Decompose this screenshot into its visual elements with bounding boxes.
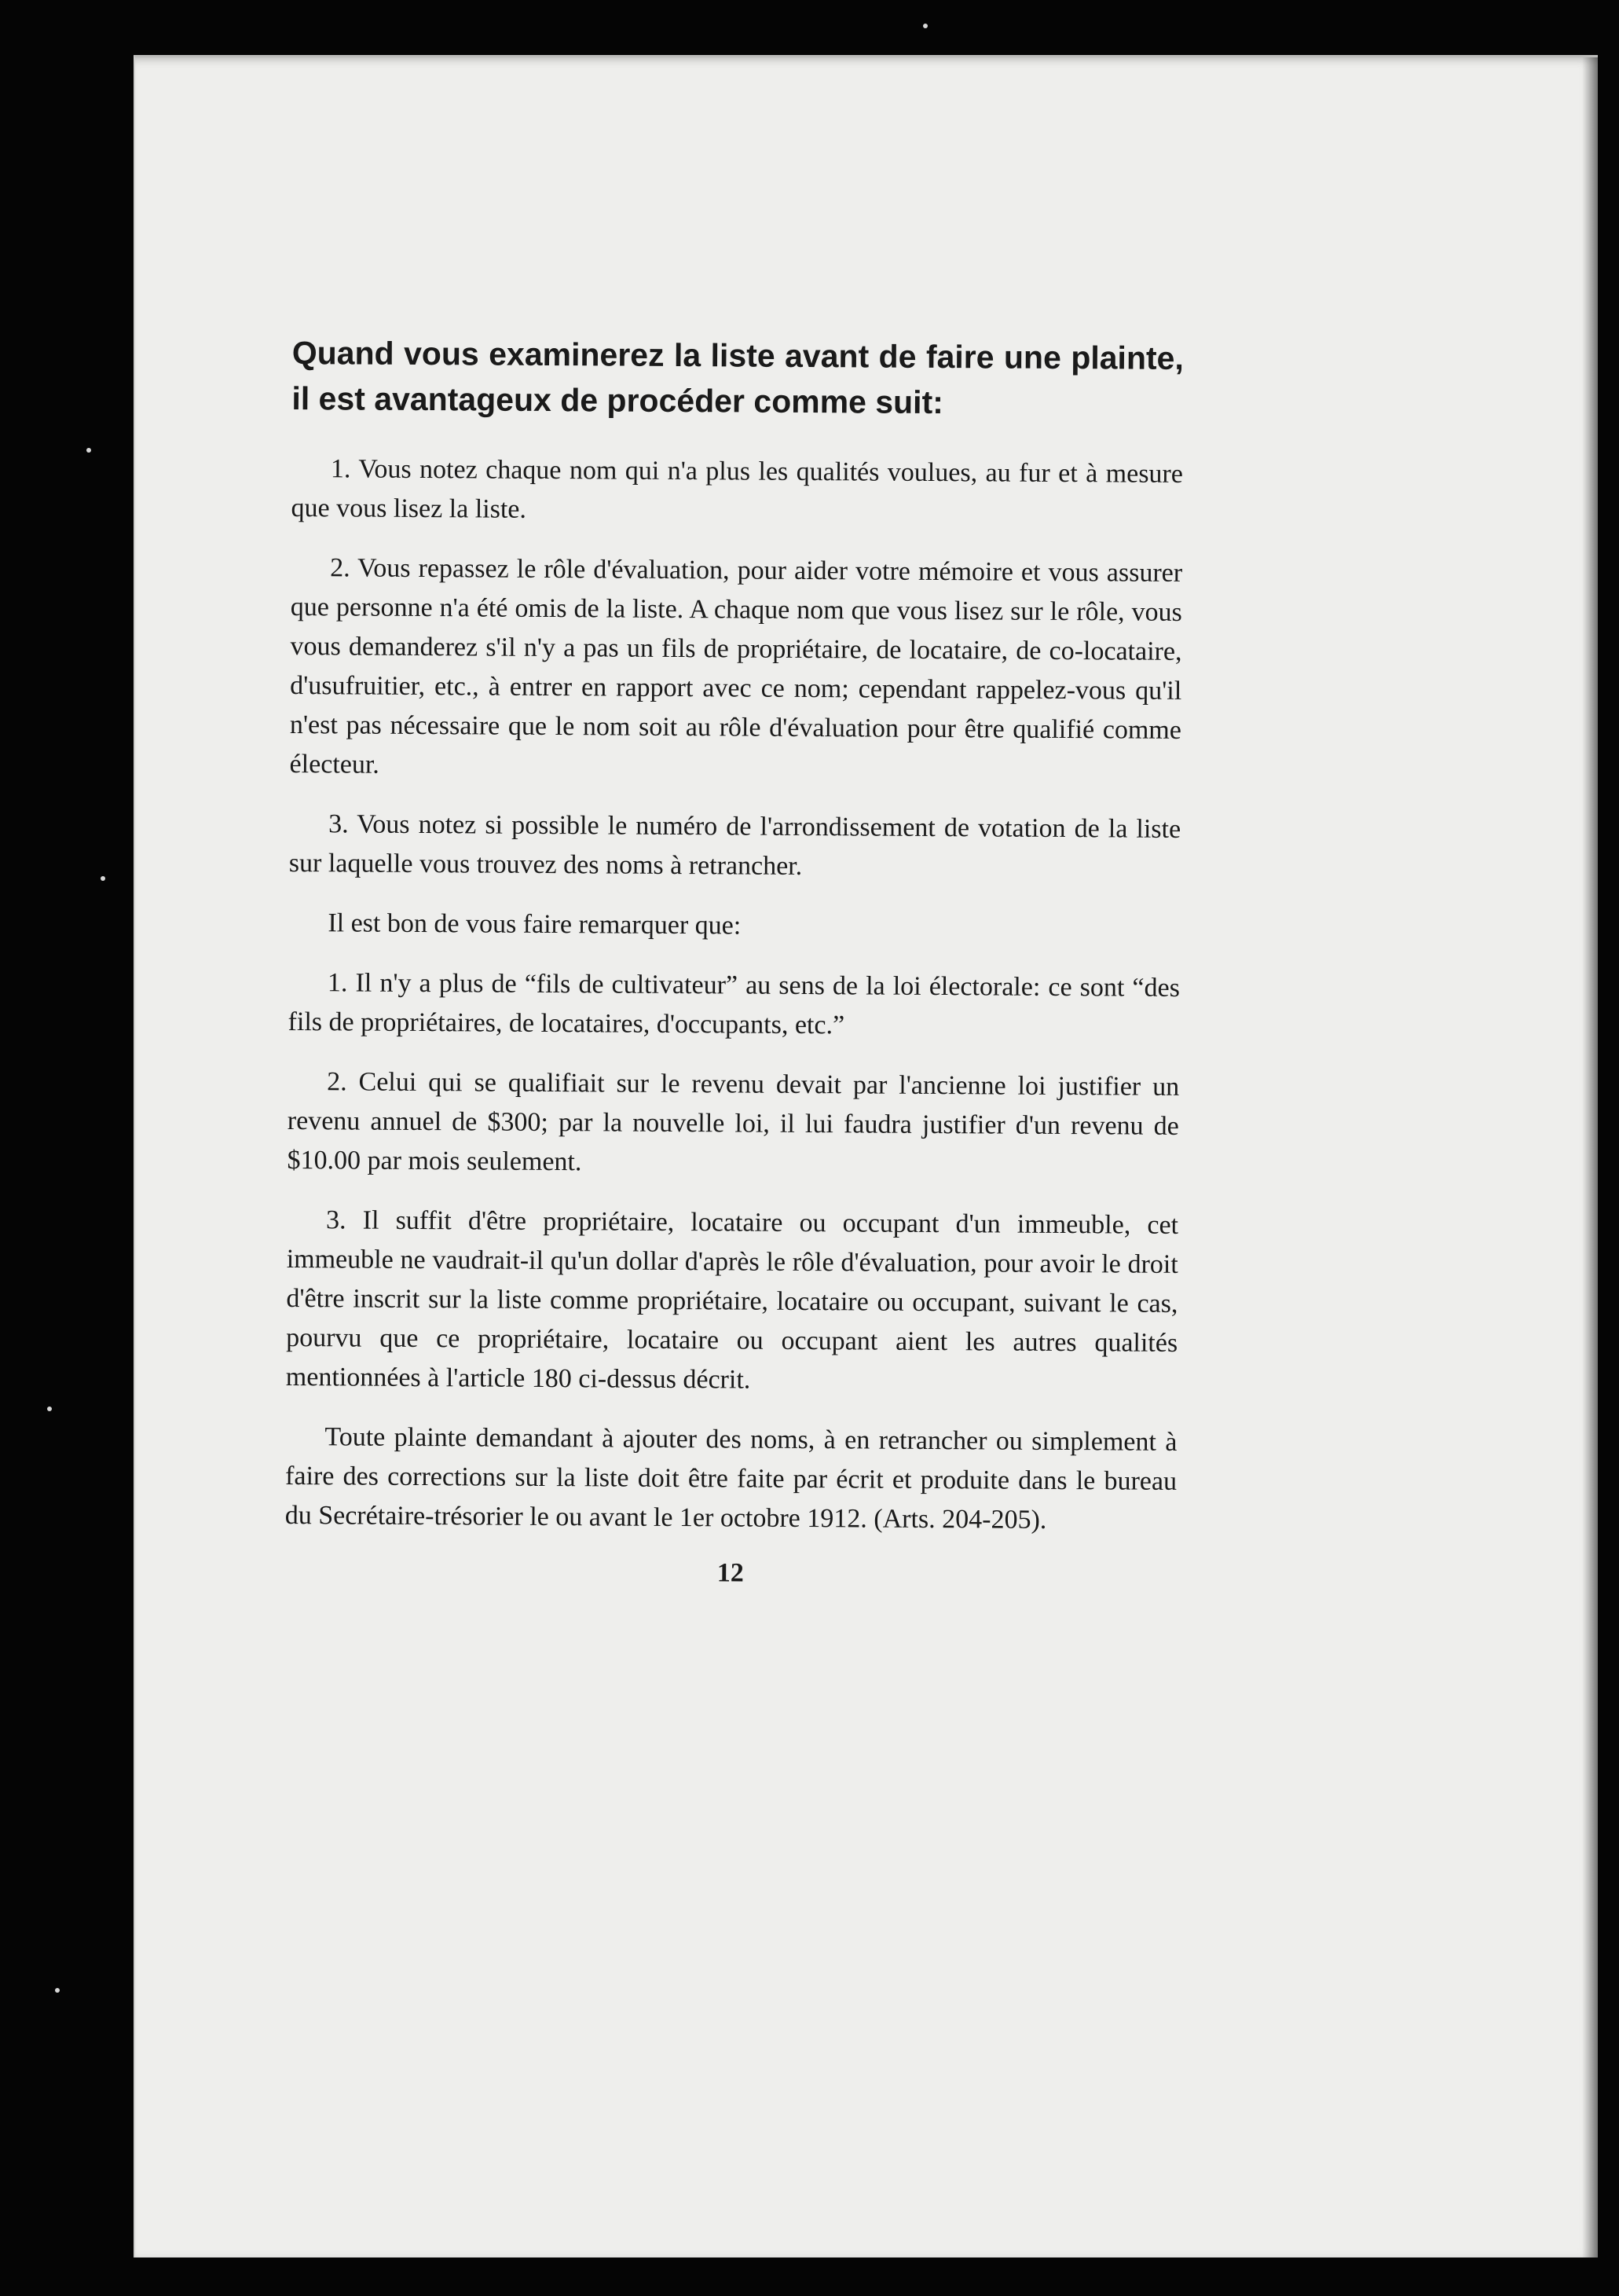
paragraph-remark-1: 1. Il n'y a plus de “fils de cultivateur” au sens de la loi électorale: ce sont “des fils de propriétaires, de locataires, d'occupants, etc.” (288, 968, 1181, 1040)
paragraph-item-3: 3. Vous notez si possible le numéro de l'arrondissement de votation de la liste sur laquelle vous trouvez des noms à retrancher. (288, 809, 1181, 881)
dust-speck (923, 24, 928, 28)
document-content (284, 330, 1184, 1591)
dust-speck (101, 876, 105, 881)
paragraph-remark-2: 2. Celui qui se qualifiait sur le revenu devait par l'ancienne loi justifier un revenu annuel de $300; par la nouvelle loi, il lui faudra justifier d'un revenu de $10.00 par mois seulement. (287, 1067, 1180, 1177)
paragraph-remark-3: 3. Il suffit d'être propriétaire, locataire ou occupant d'un immeuble, cet immeuble ne vaudrait-il qu'un dollar d'après le rôle d'évaluation, pour avoir le droit d'être inscrit sur la liste comme propriétaire, locataire ou occupant, suivant le cas, pourvu que ce propriétaire, locataire ou occupant aient les autres qualités mentionnées à l'article 180 ci-dessus décrit. (285, 1205, 1179, 1395)
dust-speck (47, 1407, 52, 1411)
paragraph-complaint-deadline: Toute plainte demandant à ajouter des noms, à en retrancher ou simplement à faire des corrections sur la liste doit être faite par écrit et produite dans le bureau du Secrétaire-trésorier le ou avant le 1er octobre 1912. (Arts. 204-205). (284, 1422, 1178, 1535)
paragraph-item-1: 1. Vous notez chaque nom qui n'a plus les qualités voulues, au fur et à mesure que vous lisez la liste. (291, 454, 1184, 524)
page-number: 12 (716, 1558, 744, 1588)
page-edge-shadow (1582, 57, 1598, 2257)
document-heading: Quand vous examinerez la liste avant de faire une plainte, il est avantageux de procéder comme suit: (291, 334, 1184, 421)
dust-speck (86, 448, 91, 453)
dust-speck (55, 1988, 60, 1993)
paragraph-item-2: 2. Vous repassez le rôle d'évaluation, pour aider votre mémoire et vous assurer que personne n'a été omis de la liste. A chaque nom que vous lisez sur le rôle, vous vous demanderez s'il n'y a pas un fils de propriétaire, de locataire, de co-locataire, d'usufruitier, etc., à entrer en rapport avec ce nom; cependant rappelez-vous qu'il n'est pas nécessaire que le nom soit au rôle d'évaluation pour être qualifié comme électeur. (289, 553, 1183, 779)
paragraph-remark-intro: Il est bon de vous faire remarquer que: (328, 908, 742, 941)
